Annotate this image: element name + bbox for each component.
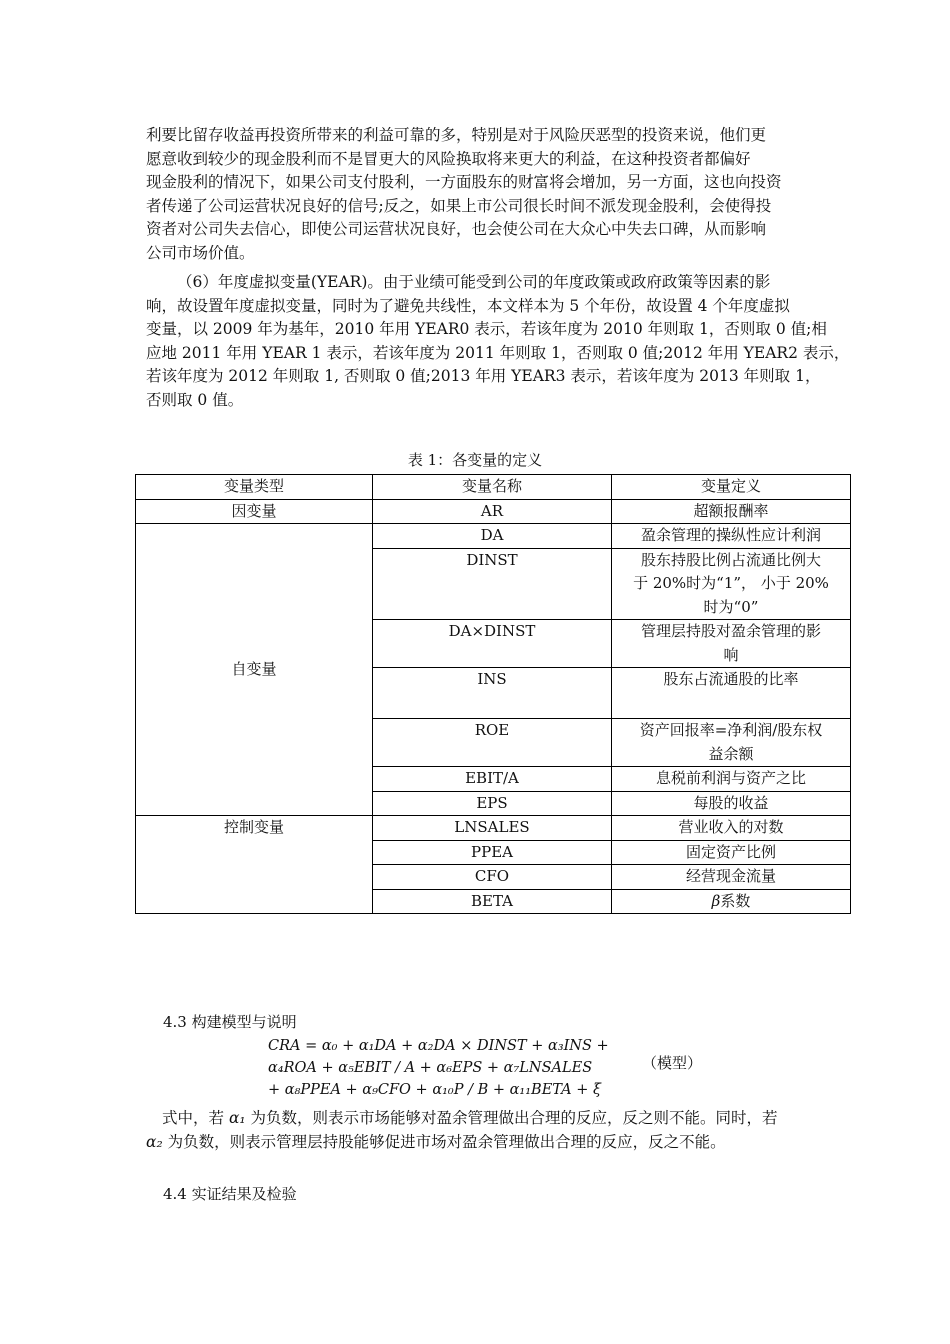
variable-name-cell: LNSALES (373, 816, 612, 841)
model-formula-line: α₄ROA + α₅EBIT / A + α₆EPS + α₇LNSALES (268, 1060, 593, 1076)
definition-line: 资产回报率=净利润/股东权 (639, 721, 823, 739)
definition-line: 股东持股比例占流通比例大 (640, 550, 821, 569)
text-line: 若该年度为 2012 年则取 1, 否则取 0 值;2013 年用 YEAR3 表示，若该年度为 2013 年则取 1， (146, 367, 821, 386)
paragraph-dividend (146, 124, 816, 266)
alpha-symbol: α₁ (228, 1109, 246, 1127)
variable-definition-cell (612, 719, 851, 767)
text-line: 现金股利的情况下，如果公司支付股利，一方面股东的财富将会增加，另一方面，这也向投资 (146, 173, 782, 192)
group-cell-control (136, 816, 373, 914)
alpha-symbol: α₂ (146, 1132, 163, 1151)
header-cell: 变量名称 (373, 475, 612, 500)
variable-definition-cell: 固定资产比例 (612, 840, 851, 865)
text-line: 响，故设置年度虚拟变量，同时为了避免共线性，本文样本为 5 个年份，故设置 4 个年度虚拟 (146, 296, 790, 315)
text-line: 利要比留存收益再投资所带来的利益可靠的多，特别是对于风险厌恶型的投资来说，他们更 (146, 126, 767, 144)
variable-name-cell: INS (373, 668, 612, 719)
variable-definition-cell: 股东占流通股的比率 (612, 668, 851, 719)
variable-definition-cell: 超额报酬率 (612, 499, 851, 524)
text-line: 资者对公司失去信心，即使公司运营状况良好，也会使公司在大众心中失去口碑，从而影响 (146, 220, 767, 239)
text-line (146, 1131, 816, 1155)
table-header-row (136, 475, 851, 500)
definition-text: 系数 (720, 891, 751, 910)
variable-definition-cell: 营业收入的对数 (612, 816, 851, 841)
text-line: 否则取 0 值。 (146, 390, 244, 409)
variable-name-cell: BETA (373, 889, 612, 914)
header-cell: 变量类型 (136, 475, 373, 500)
text-segment: 式中，若 (162, 1109, 229, 1127)
variable-name-cell: PPEA (373, 840, 612, 865)
text-line: 变量，以 2009 年为基年，2010 年用 YEAR0 表示，若该年度为 2010 年则取 1，否则取 0 值;相 (146, 320, 827, 339)
definition-line: 时为“0” (703, 597, 759, 616)
variable-definition-cell: 息税前利润与资产之比 (612, 767, 851, 792)
definition-line: 益余额 (708, 744, 754, 763)
variable-definition-cell: 盈余管理的操纵性应计利润 (612, 524, 851, 549)
group-cell-dependent: 因变量 (136, 499, 373, 524)
variable-name-cell: EPS (373, 791, 612, 816)
group-label: 控制变量 (223, 818, 284, 836)
variable-definition-cell: 经营现金流量 (612, 865, 851, 890)
beta-symbol: β (711, 891, 721, 910)
table-row (136, 524, 851, 549)
paragraph-year-dummy (146, 271, 850, 413)
header-cell: 变量定义 (612, 475, 851, 500)
table-caption: 表 1：各变量的定义 (407, 451, 543, 469)
variable-definition-cell (612, 889, 851, 914)
text-line: 愿意收到较少的现金股利而不是冒更大的风险换取将来更大的利益，在这种投资者都偏好 (146, 149, 751, 168)
definition-line: 响 (723, 645, 739, 664)
variable-name-cell: EBIT/A (373, 767, 612, 792)
text-line (146, 1107, 816, 1131)
variable-definition-cell (612, 548, 851, 620)
text-segment: 为负数，则表示管理层持股能够促进市场对盈余管理做出合理的反应，反之不能。 (162, 1132, 726, 1151)
variable-name-cell: ROE (373, 719, 612, 767)
variable-name-cell: AR (373, 499, 612, 524)
variable-definition-cell (612, 620, 851, 668)
definition-line: 于 20%时为“1”， 小于 20% (633, 574, 829, 592)
model-tag: （模型） (642, 1054, 703, 1072)
variable-name-cell: DA (373, 524, 612, 549)
variable-definition-cell: 每股的收益 (612, 791, 851, 816)
variable-definition-table (135, 474, 851, 914)
text-line: 应地 2011 年用 YEAR 1 表示，若该年度为 2011 年则取 1，否则取 0 值;2012 年用 YEAR2 表示， (146, 343, 850, 362)
variable-name-cell: DINST (373, 548, 612, 620)
table-row (136, 499, 851, 524)
variable-name-cell: CFO (373, 865, 612, 890)
text-line: 公司市场价值。 (146, 243, 255, 262)
definition-line: 管理层持股对盈余管理的影 (640, 622, 821, 640)
model-formula-line: CRA = α₀ + α₁DA + α₂DA × DINST + α₃INS + (268, 1038, 609, 1054)
paragraph-model-explanation (146, 1107, 816, 1154)
section-heading-4-4: 4.4 实证结果及检验 (163, 1185, 297, 1203)
table-row (136, 816, 851, 841)
variable-name-cell: DA×DINST (373, 620, 612, 668)
text-segment: 为负数，则表示市场能够对盈余管理做出合理的反应，反之则不能。同时，若 (245, 1109, 778, 1127)
section-heading-4-3: 4.3 构建模型与说明 (163, 1013, 297, 1031)
group-label: 自变量 (231, 659, 277, 678)
text-line: 者传递了公司运营状况良好的信号;反之，如果上市公司很长时间不派发现金股利，会使得投 (146, 196, 772, 215)
text-line: （6）年度虚拟变量(YEAR)。由于业绩可能受到公司的年度政策或政府政策等因素的影 (177, 273, 771, 291)
model-formula-line: + α₈PPEA + α₉CFO + α₁₀P / B + α₁₁BETA + ξ (268, 1082, 601, 1098)
group-cell-independent (136, 524, 373, 816)
